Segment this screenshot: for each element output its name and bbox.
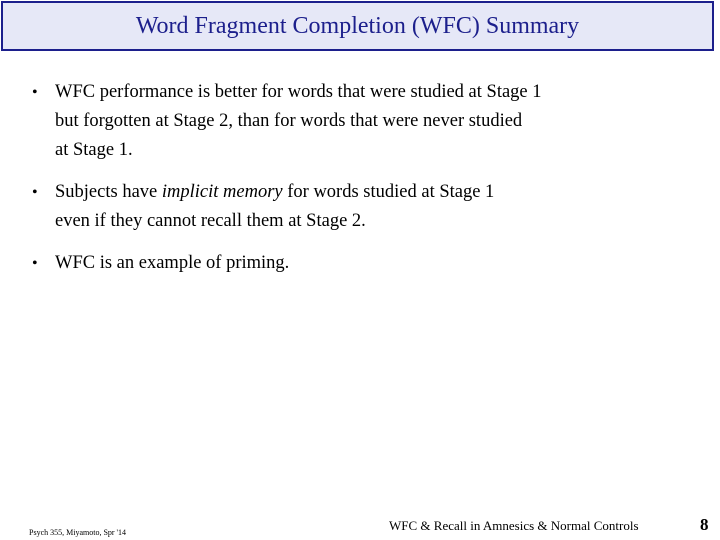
bullet-line: but forgotten at Stage 2, than for words that were never studied: [55, 111, 523, 131]
footer-topic: WFC & Recall in Amnesics & Normal Controls: [389, 518, 639, 533]
bullet-list: [32, 78, 672, 291]
bullet-dot-icon: •: [32, 84, 38, 101]
slide-title: Word Fragment Completion (WFC) Summary: [135, 12, 580, 39]
bullet-line: at Stage 1.: [55, 140, 133, 160]
bullet-text: Subjects have: [55, 182, 162, 202]
title-banner: [1, 1, 714, 51]
bullet-line: WFC performance is better for words that were studied at Stage 1: [55, 82, 542, 102]
bullet-item: [32, 249, 672, 278]
bullet-line: WFC is an example of priming.: [55, 253, 290, 273]
bullet-dot-icon: •: [32, 184, 38, 201]
bullet-dot-icon: •: [32, 255, 38, 272]
bullet-line: even if they cannot recall them at Stage 2.: [55, 211, 366, 231]
footer-course: Psych 355, Miyamoto, Spr '14: [29, 528, 126, 537]
page-number: 8: [700, 515, 709, 534]
bullet-item: [32, 78, 672, 165]
bullet-text: for words studied at Stage 1: [282, 182, 495, 202]
bullet-item: [32, 178, 672, 236]
bullet-line: [55, 178, 672, 207]
emphasized-term: implicit memory: [161, 182, 283, 202]
